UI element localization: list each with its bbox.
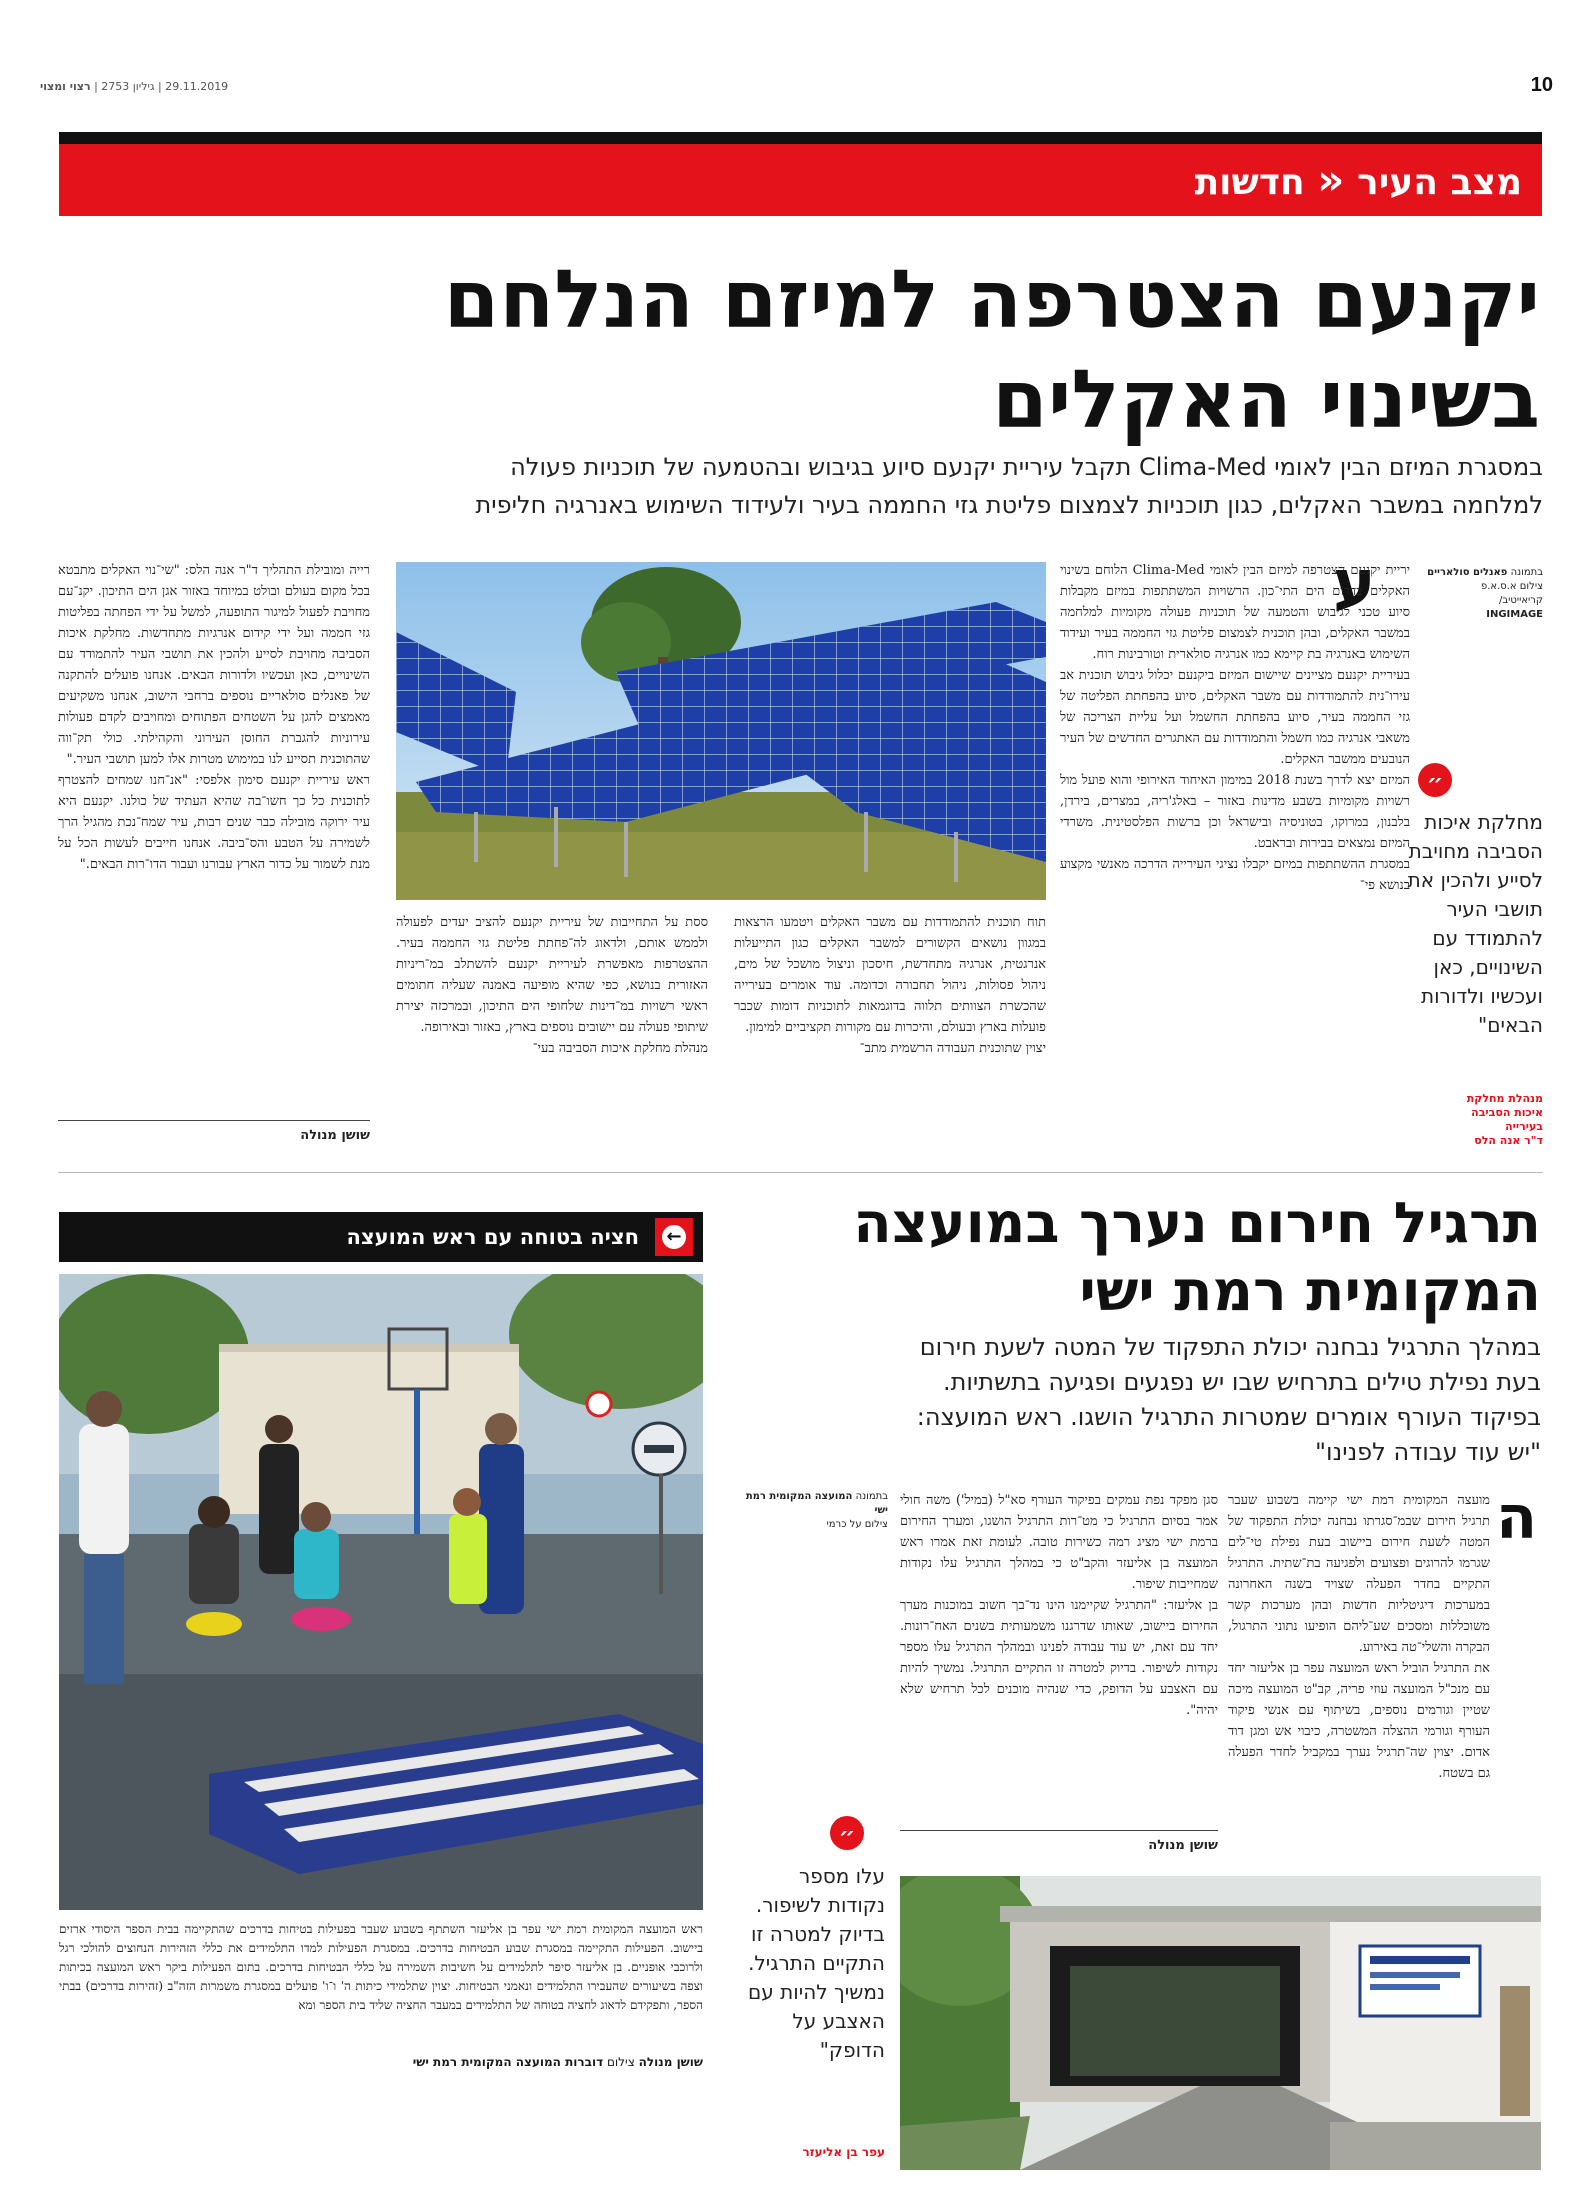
article1-headline-line1: יקנעם הצטרפה למיזם הנלחם (443, 253, 1540, 346)
subsection-name: חדשות (1194, 162, 1305, 203)
school-crossing-photo (59, 1274, 703, 1910)
sidebar-sign-credit: דוברות המועצה המקומית רמת ישי (412, 2055, 604, 2069)
header-issue: גיליון 2753 (101, 80, 155, 93)
council-building-photo (900, 1876, 1541, 2170)
article1-headline-line2: בשינוי האקלים (992, 353, 1540, 446)
article2-pullquote: עלו מספר נקודות לשיפור. בדיוק למטרה זו התקיים התרגיל. נמשיך להיות עם האצבע על הדופק" (748, 1864, 885, 2062)
article2-headline-line2: המקומית רמת ישי (1079, 1259, 1541, 1324)
solar-panels-photo (396, 562, 1046, 900)
article2-photo-credit: בתמונה המועצה המקומית רמת ישי צילום על כרמי (745, 1491, 888, 1530)
article1-signature-rule (58, 1120, 370, 1121)
article1-subhead-line1: במסגרת המיזם הבין לאומי Clima-Med תקבל עיריית יקנעם סיוע בגיבוש ובהטמעה של תוכניות פעולה (510, 453, 1543, 481)
article2-column-1: מועצה המקומית רמת ישי קיימה בשבוע שעבר תרגיל חירום שבמ־סגרתו נבחנה יכולת התפקוד של המטה לשעת חירום ביישוב בעת נפילת טי־לים שגרמו להרוגים ופצועים ולפגיעה בת־שתית. התרגיל התקיים בחדר הפעלה שצויד בשנה האחרונה במערכות דיגיטליות חדשות ובהן מערכות קשר משוכללות ומסכים שע־ליהם הופיעו נתוני התרגול, הבקרה והשלי־טה באירוע. את התרגיל הוביל ראש המועצה עפר בן אליעזר יחד עם מנכ"ל המועצה עוזי פריה, קב"ט המועצה מיכה שטיין וגורמים נוספים, בשיתוף עם אנשי פיקוד העורף וגורמי ההצלה המשטרה, כיבוי אש ומגן דוד אדום. יצוין שה־תרגיל נערך במקביל לחדר הפעלה גם בשטח. (1228, 1493, 1490, 1781)
article2-column-2: סגן מפקד נפת עמקים בפיקוד העורף סא"ל (במיל') משה חולי אמר בסיום התרגיל כי מט־רות התרגיל הושגו, ומערך החירום ברמת ישי מציג רמה כשירות טובה. לעומת זאת אמרו ראש המועצה בן אליעזר והקב"ט כי במהלך התרגיל עלו נקודות שמחייבות שיפור. בן אליעזר: "התרגיל שקיימנו הינו נד־בך חשוב במוכנות מערך החירום ביישוב, שאותו שדרגנו משמעותית בשנים האח־רונות. יחד עם זאת, יש עוד עבודה לפנינו ובמהלך התרגיל עלו מספר נקודות לשיפור. בדיוק למטרה זו התקיים התרגיל. נמשיך להיות עם האצבע על הדופק, כדי שנהיה מוכנים לכל תרחיש שלא יהיה". (900, 1493, 1218, 1718)
article2-headline-line1: תרגיל חירום נערך במועצה (853, 1191, 1541, 1256)
article2-signature-rule (900, 1830, 1218, 1831)
article2-dropcap: ה (1496, 1483, 1538, 1553)
article-divider (58, 1172, 1543, 1173)
sidebar-sign-credit-label: צילום (606, 2055, 635, 2069)
page-number: 10 (1530, 74, 1553, 96)
section-name: מצב העיר (1356, 162, 1522, 203)
sidebar-caption: ראש המועצה המקומית רמת ישי עפר בן אליעזר השתתף בשבוע שעבר בפעילות בטיחות בדרכים שהתקיימה בבית הספר היסודי ארזים ביישוב. הפעילות התקיימה במסגרת שבוע הבטיחות בדרכים. במסגרת הפעילות למדו התלמידים את כללי הזהירות הנחוצים להולכי רגל ולרוכבי אופניים. בן אליעזר סיפר לתלמידים על חשיבות השמירה על כללי הבטיחות בדרכים. בתום הפעילות ביקר ראש המועצה בכיתות וצפה בשיעורים שהעבירו התלמידים ונאמני הבטיחות. יצוין שתלמידי כיתות ה' ו־ו' פועלים במסגרת משמרות הזה"ב (זהירות בדרכים) בבתי הספר, ותפקידם לדאוג לחציה בטוחה של התלמידים במעבר החציה שליד בית הספר ומא (59, 1922, 703, 2012)
sidebar-title: חציה בטוחה עם ראש המועצה (346, 1225, 639, 1249)
sidebar-arrow-badge (655, 1218, 693, 1256)
header-date: 29.11.2019 (165, 80, 229, 93)
header-publication: רצוי ומצוי (40, 80, 91, 93)
sidebar-sign-author: שושן מנולה (638, 2055, 703, 2069)
arrow-left-icon: ← (662, 1225, 686, 1249)
article1-signature: שושן מנולה (300, 1128, 370, 1143)
article1-pullquote: מחלקת איכות הסביבה מחויבת לסייע ולהכין את תושבי העיר להתמודד עם השינויים, כאן ועכשיו ולדורות הבאים" (1407, 810, 1543, 1037)
article2-headline (725, 1190, 1541, 1326)
article1-dropcap: ע (1333, 547, 1376, 621)
sidebar-title-bar (59, 1212, 703, 1262)
sidebar-signature (59, 2055, 703, 2069)
article1-column-2: תוח תוכנית להתמודדות עם משבר האקלים ויטמעו הרצאות במגוון נושאים הקשורים למשבר האקלים כגון התייעלות אנרגטית, אנרגיה מתחדשת, חיסכון וניצול מושכל של מים, ניהול פסולות, ניהול תחבורה וכדומה. עוד אומרים בעירייה שהכשרת הצוותים תלווה בדוגמאות לתוכניות דומות שכבר פועלות בארץ ובעולם, והיכרות עם מקורות תקציביים למימון. יצוין שתוכנית העבודה הרשמית מתב־ (734, 915, 1046, 1056)
article1-subhead-line2: למלחמה במשבר האקלים, כגון תוכניות לצמצום פליטת גזי החממה בעיר ולעידוד השימוש באנרגיה חליפית (475, 491, 1543, 519)
article1-column-3: ססת על התחייבות של עיריית יקנעם להציב יעדים לפעולה ולממש אותם, ולדאוג לה־פחתת פליטת גזי החממה בעיר. ההצטרפות מאפשרת לעיריית יקנעם להשתלב במ־ריניות האזורית בנושא, כפי שהיא מופיעה באמנה שעליה חתומים ראשי רשויות במ־דינות שלחופי הים התיכון, ובמרכזה יצירת שיתופי פעולה עם יישובים נוספים בארץ, באזור ובאירופה. מנהלת מחלקת איכות הסביבה בעי־ (396, 915, 708, 1056)
section-banner (59, 144, 1542, 216)
article1-column-4: רייה ומובילת התהליך ד"ר אנה הלס: "שי־נוי האקלים מתבטא בכל מקום בעולם ובולט במיוחד באזור אגן הים התיכון. יקנ־עם מחויבת לפעול למיגור התופעה, למשל על ידי הפחתה בפליטות גזי חממה ועל ידי קידום אנרגיות מתחדשות. מחלקת איכות הסביבה מחויבת לסייע ולהכין את תושבי העיר להתמודד עם השינויים, כאן ועכשיו ולדורות הבאים. אנחנו פועלים להתקנה של פאנלים סולאריים נוספים ברחבי הישוב, אנחנו משקיעים מאמצים להגן על השטחים הפתוחים ומחויבים לקדם פעולות עירוניות להגברת החוסן העירוני והקהילתי. כולי תק־ווה שהתוכנית תסייע לנו במימוש מטרות אלו למען תושבי העיר." ראש עיריית יקנעם סימון אלפסי: "אנ־חנו שמחים להצטרף לתוכנית כל כך חשו־בה שהיא העתיד של כולנו. יקנעם היא עיר ירוקה מובילה כבר שנים רבות, עיר שמח־נכת מהגיל הרך לשמירה על הטבע והס־ביבה. אנחנו חייבים לעשות הכל על מנת לשמור על כדור הארץ עבורנו ועבור הדו־רות הבאים." (58, 563, 370, 872)
article2-pullquote-attribution: עפר בן אליעזר (802, 2145, 885, 2159)
article1-headline (90, 250, 1540, 450)
section-banner-top-rule (59, 132, 1542, 144)
article1-pullquote-attribution: מנהלת מחלקת איכות הסביבה בעירייה ד"ר אנה הלס (1466, 1092, 1543, 1147)
article2-signature: שושן מנולה (1148, 1838, 1218, 1853)
article1-photo-credit: בתמונה פאנלים סולאריים צילום א.ס.א.פ קריאייטיב/ INGIMAGE (1427, 567, 1543, 620)
quote-mark-icon-2: ״ (830, 1816, 864, 1850)
article1-column-1: יריית יקנעם הצטרפה למיזם הבין לאומי Clima-Med הלוחם בשינוי האקלים בדרום הים התי־כון. הרשויות המשתתפות במיזם מקבלות סיוע טכני לגיבוש והטמעה של תוכניות פעולה מקומיות למלחמה במשבר האקלים, ובהן תוכנית לצמצום פליטת גזי החממה בעיר ועידוד השימוש באנרגיה בת קיימא כמו אנרגיה סולארית וטורבינות רוח. בעיריית יקנעם מציינים שיישום המיזם ביקנעם יכלול גיבוש תוכנית אב עירו־נית להתמודדות עם משבר האקלים, סיוע בהפחתת הפליטה של גזי החממה בעיר, סיוע בהפחתת החשמל ועל עליית הצריכה של משאבי אנרגיה כמו חשמל והתמודדות עם האתגרים החדשים של העיר הנובעים ממשבר האקלים. המיזם יצא לדרך בשנת 2018 במימון האיחוד האירופי והוא פועל מול רשויות מקומיות בשבע מדינות באזור – באלג'ריה, במצרים, בירדן, בלבנון, במרוקו, בטוניסיה ובישראל וכן ברשות הפלסטינית. משרדי המיזם נמצאים בבירות ובראבט. במסגרת ההשתתפות במיזם יקבלו נציגי העירייה הדרכה מאנשי מקצוע בנושא פי־ (1060, 563, 1410, 893)
quote-mark-icon: ״ (1418, 763, 1452, 797)
chevrons-icon: « (1317, 155, 1345, 204)
article1-subhead (120, 448, 1543, 524)
article2-subhead: במהלך התרגיל נבחנה יכולת התפקוד של המטה לשעת חירום בעת נפילת טילים בתרחיש שבו יש נפגעים ופגיעה בתשתיות. בפיקוד העורף אומרים שמטרות התרגיל הושגו. ראש המועצה: "יש עוד עבודה לפנינו" (916, 1333, 1541, 1466)
running-header: 29.11.2019 | גיליון 2753 | רצוי ומצוי (40, 80, 229, 93)
